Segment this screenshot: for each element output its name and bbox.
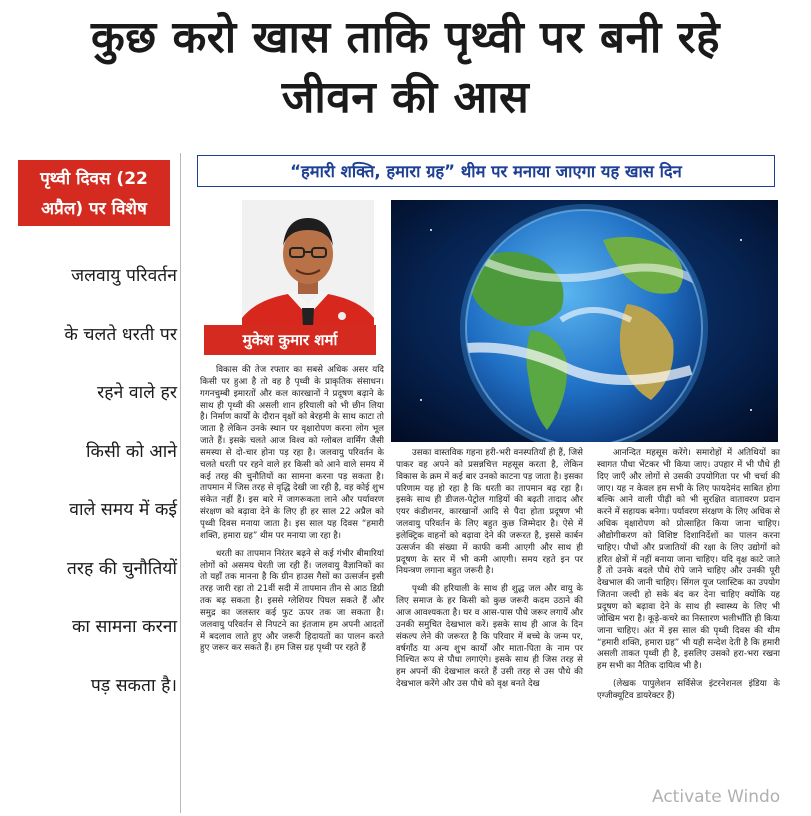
- headline: [0, 8, 811, 128]
- pull-quote-line: वाले समय में कई: [69, 500, 177, 520]
- pull-quote-line: के चलते धरती पर: [64, 324, 177, 345]
- column-divider: [180, 153, 181, 813]
- section-tag-line-2: अप्रैल) पर विशेष: [41, 199, 147, 219]
- pull-quote-line: तरह की चुनौतियों: [66, 558, 177, 579]
- earth-globe-illustration: [391, 200, 778, 442]
- pull-quote-line: रहने वाले हर: [97, 383, 177, 403]
- headline-line-2: जीवन की आस: [281, 72, 530, 123]
- article-paragraph: विकास की तेज रफ्तार का सबसे अधिक असर यदि किसी पर हुआ है तो वह है पृथ्वी के प्राकृतिक संसाधन। गगनचुम्बी इमारतों और कल कारखानों ने प्रदूषण बढ़ाने के साथ ही पृथ्वी की असली शान हरियाली को भी छीन लिया है। निर्माण कार्यों के दौरान वृक्षों को बेरहमी के साथ काटा तो जाता है लेकिन उनके स्थान पर वृक्षारोपण करना लोग भूल जाते हैं। इसके चलते आज विश्व को ग्लोबल वार्मिंग जैसी समस्या से दो-चार होना पड़ रहा है। जलवायु परिवर्तन के चलते धरती पर रहने वाले हर किसी को आने वाले समय में कई तरह की चुनौतियों का सामना करना पड़ सकता है। तापमान में जिस तरह से वृद्धि देखी जा रही है, वह कोई शुभ संकेत नहीं हैं। इस बारे में जागरूकता लाने और पर्यावरण संरक्षण को बढ़ावा देने के लिए ही हर साल 22 अप्रैल को पृथ्वी दिवस मनाया जाता है। इस साल यह दिवस “हमारी शक्ति, हमारा ग्रह” थीम पर मनाया जा रहा है।: [200, 365, 384, 541]
- section-tag: [18, 160, 170, 226]
- pull-quote-line: किसी को आने: [85, 441, 177, 462]
- article-paragraph: पृथ्वी की हरियाली के साथ ही शुद्ध जल और वायु के लिए समाज के हर किसी को कुछ जरूरी कदम उठाने की आज आवश्यकता है। घर व आस-पास पौधे जरूर लगायें और उनकी समुचित देखभाल करें। इसके साथ ही आज के दिन संकल्प लेने की जरूरत है कि परिवार में बच्चे के जन्म पर, वर्षगाँठ या अन्य शुभ कार्यों और माता-पिता के नाम पर निश्चित रूप से पौधा लगाएंगे। इसके साथ ही जिस तरह से हम अपनों की देखभाल करते हैं उसी तरह से उस पौधे की देखभाल करेंगे और उस पौधे को वृक्ष बनते देख: [396, 584, 583, 690]
- article-paragraph: धरती का तापमान निरंतर बढ़ने से कई गंभीर बीमारियां लोगों को असमय घेरती जा रही हैं। जलवायु वैज्ञानिकों का तो यहाँ तक मानना है कि ग्रीन हाउस गैसों का उत्सर्जन इसी तरह जारी रहा तो 21वीं सदी में तापमान तीन से आठ डिग्री तक बढ़ सकता है। इससे ग्लेशियर पिघल सकते हैं और समुद्र का जलस्तर कई फुट ऊपर तक जा सकता है। जलवायु परिवर्तन से निपटने का इंतजाम हम अपनी आदतों में बदलाव लाते हुए और जरूरी हिदायतों का पालन करते हुए जरूर कर सकते हैं। हम जिस ग्रह पृथ्वी पर रहते हैं: [200, 548, 384, 654]
- pull-quote-line: का सामना करना: [71, 617, 177, 637]
- article-column-3: [597, 448, 780, 703]
- activation-watermark: Activate Windo: [652, 787, 781, 807]
- author-credit: (लेखक पापुलेशन सर्विसेज इंटरनेशनल इंडिया के एग्जीक्यूटिव डायरेक्टर हैं): [597, 679, 780, 701]
- section-tag-line-1: पृथ्वी दिवस (22: [40, 169, 148, 189]
- article-column-2: [396, 448, 583, 691]
- earth-image: [391, 200, 778, 442]
- pull-quote-line: जलवायु परिवर्तन: [71, 266, 177, 286]
- article-paragraph: उसका वास्तविक गहना हरी-भरी वनस्पतियाँ ही हैं, जिसे पाकर वह अपने को प्रसन्नचित्त महसूस करता है, लेकिन विकास के क्रम में कई बार उनको काटना पड़ जाता है। इसका परिणाम यह हो रहा है कि धरती का तापमान बढ़ रहा है। इसके साथ ही डीजल-पेट्रोल गाड़ियों की बढ़ती तादाद और एयर कंडीशनर, कारखानों आदि से पैदा होता प्रदूषण भी जलवायु परिवर्तन के लिए बहुत कुछ जिम्मेदार है। ऐसे में इलेक्ट्रिक वाहनों को बढ़ावा देने की जरूरत है, इससे कार्बन उत्सर्जन की संख्या में काफी कमी आएगी और साथ ही प्रदूषण के स्तर में भी कमी आएगी। समय रहते इन पर नियन्त्रण लगाना बहुत जरूरी है।: [396, 448, 583, 577]
- pull-quote: [12, 247, 177, 715]
- headline-line-1: कुछ करो खास ताकि पृथ्वी पर बनी रहे: [91, 12, 720, 63]
- article-paragraph: आनन्दित महसूस करेंगे। समारोहों में अतिथियों का स्वागत पौधा भेंटकर भी किया जाए। उपहार में भी पौधे ही दिए जाएँ और लोगों से उसकी उपयोगिता पर भी चर्चा की जाए। यह न केवल हम सभी के लिए फायदेमंद साबित होगा बल्कि आने वाली पीढ़ी को भी सुरक्षित वातावरण प्रदान करने में सहायक बनेगा। पर्यावरण संरक्षण के लिए अधिक से अधिक वृक्षारोपण को प्रोत्साहित किया जाना चाहिए। औद्योगीकरण को विशिष्ट दिशानिर्देशों का पालन करना चाहिए। पौधों और प्रजातियों की रक्षा के लिए उद्योगों को हरित क्षेत्रों में नहीं बनाया जाना चाहिए। यदि वृक्ष काटे जाते हैं तो उनके बदले पौधे रोपे जाने चाहिए और उनकी पूरी देखभाल की जानी चाहिए। सिंगल यूज प्लास्टिक का उपयोग जितना जल्दी हो सके बंद कर देना चाहिए क्योंकि यह प्रदूषण को बढ़ावा देने के साथ ही स्वास्थ्य के लिए भी जोखिम भरा है। कूड़े-कचरे का निस्तारण भलीभाँति ही किया जाना चाहिए। अंत में इस साल की पृथ्वी दिवस की थीम “हमारी शक्ति, हमारा ग्रह” भी यही सन्देश देती है कि हमारी असली ताकत पृथ्वी ही है, इसलिए उसको हरा-भरा रखना हम सभी का नैतिक दायित्व भी है।: [597, 448, 780, 672]
- article-column-1: [200, 365, 384, 655]
- author-name: मुकेश कुमार शर्मा: [204, 325, 376, 355]
- pull-quote-line: पड़ सकता है।: [90, 675, 177, 696]
- subheadline: “हमारी शक्ति, हमारा ग्रह” थीम पर मनाया जाएगा यह खास दिन: [197, 155, 775, 187]
